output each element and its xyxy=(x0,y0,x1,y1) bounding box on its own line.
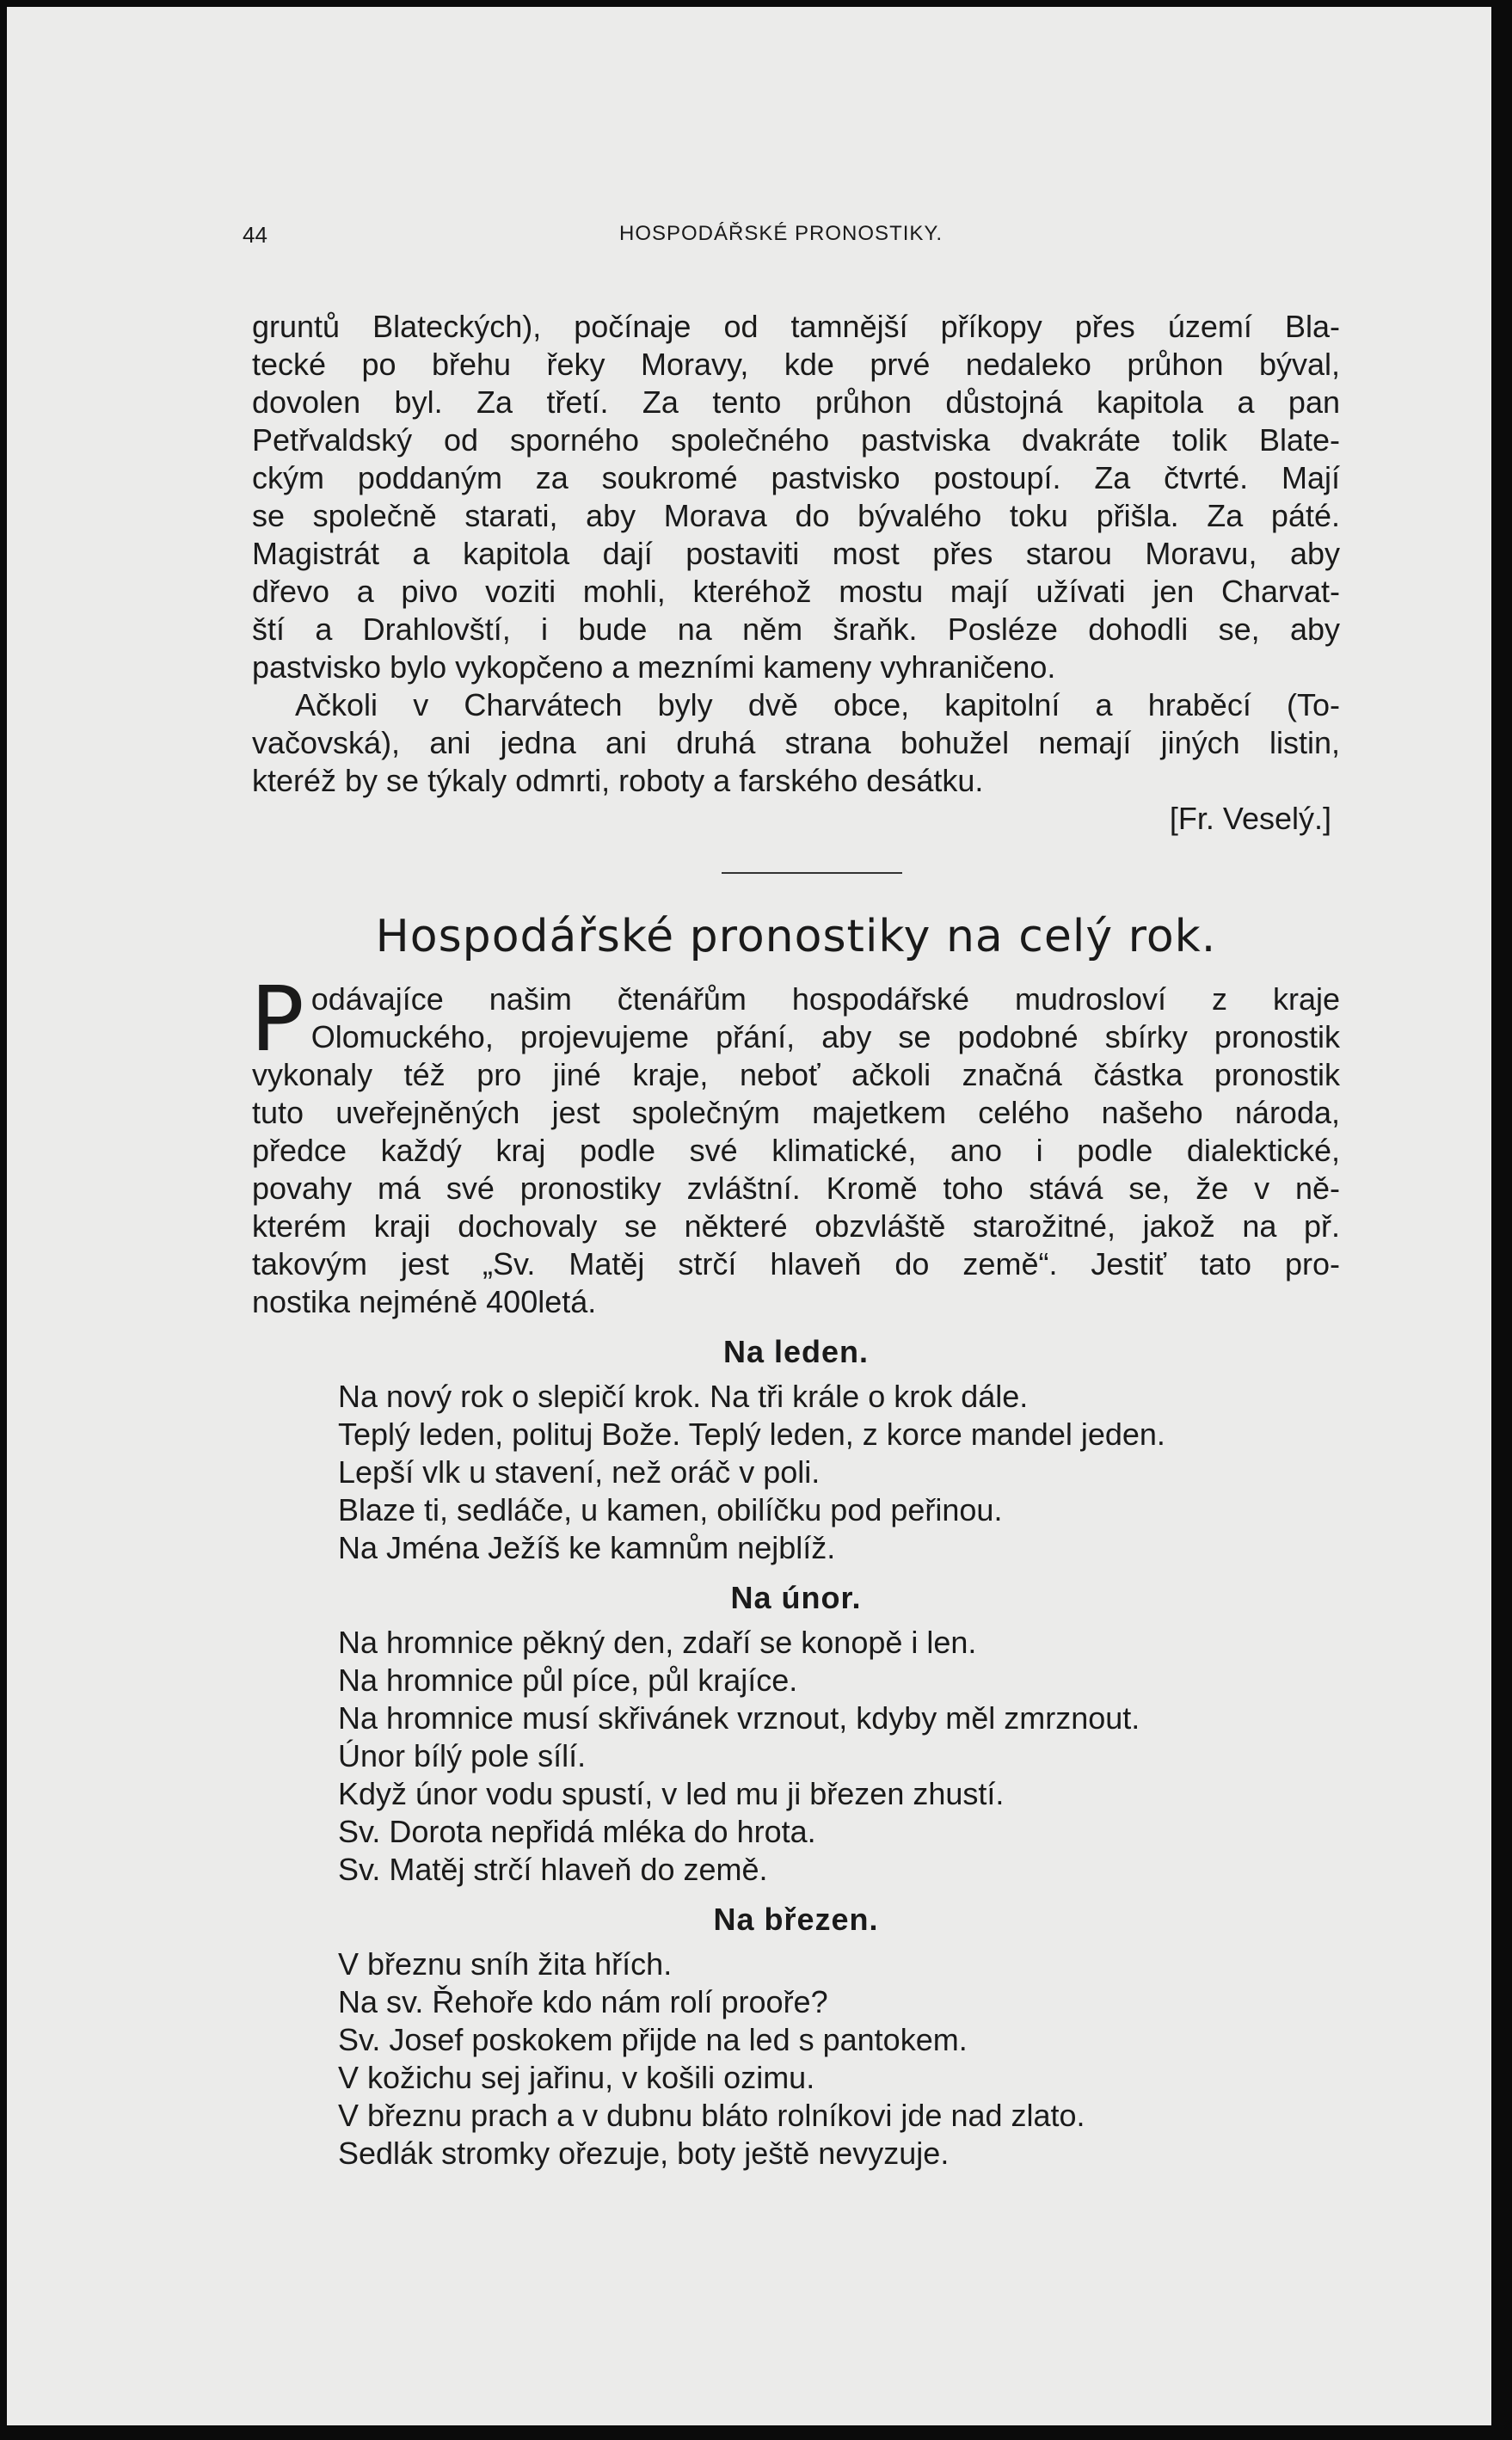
text-line: odávajíce našim čtenářům hospodářské mudrosloví z kraje xyxy=(310,981,1340,1017)
text-line: kterém kraji dochovaly se některé obzvláště starožitné, jakož na př. xyxy=(252,1208,1340,1244)
month-heading: Na leden. xyxy=(722,1334,870,1369)
text-line: Ačkoli v Charvátech byly dvě obce, kapitolní a hraběcí (To- xyxy=(295,687,1340,722)
book-page xyxy=(7,7,1491,2425)
text-line: takovým jest „Sv. Matěj strčí hlaveň do země“. Jestiť tato pro- xyxy=(252,1246,1340,1281)
month-february xyxy=(252,1579,1340,1889)
saying-line: Na hromnice půl píce, půl krajíce. xyxy=(338,1663,798,1698)
section-divider xyxy=(722,872,902,874)
month-heading: Na březen. xyxy=(713,1902,879,1937)
page-header xyxy=(7,222,1491,256)
second-paragraph xyxy=(252,686,1340,838)
text-line: kteréž by se týkaly odmrti, roboty a farského desátku. xyxy=(252,763,984,798)
saying-line: Na hromnice musí skřivánek vrznout, kdyby měl zmrznout. xyxy=(338,1700,1140,1736)
sayings-list xyxy=(252,1624,1340,1889)
text-line: dovolen byl. Za třetí. Za tento průhon důstojná kapitola a pan xyxy=(252,384,1340,420)
text-line: pastvisko bylo vykopčeno a mezními kameny vyhraničeno. xyxy=(252,649,1056,685)
drop-cap: P xyxy=(250,967,304,1072)
text-line: tuto uveřejněných jest společným majetkem celého našeho národa, xyxy=(252,1095,1340,1130)
text-line: vykonaly též pro jiné kraje, neboť ačkoli značná částka pronostik xyxy=(252,1057,1340,1092)
saying-line: Na hromnice pěkný den, zdaří se konopě i len. xyxy=(338,1625,977,1660)
running-title: HOSPODÁŘSKÉ PRONOSTIKY. xyxy=(619,222,943,245)
sayings-list xyxy=(252,1945,1340,2173)
saying-line: Sv. Josef poskokem přijde na led s pantokem. xyxy=(338,2022,968,2057)
saying-line: V březnu sníh žita hřích. xyxy=(338,1946,673,1982)
text-line: vačovská), ani jedna ani druhá strana bohužel nemají jiných listin, xyxy=(252,725,1340,760)
month-heading: Na únor. xyxy=(730,1580,862,1615)
saying-line: Teplý leden, polituj Bože. Teplý leden, z korce mandel jeden. xyxy=(338,1417,1165,1452)
section-intro-paragraph xyxy=(250,967,1340,1321)
saying-line: Na sv. Řehoře kdo nám rolí prooře? xyxy=(338,1984,828,2019)
text-line: povahy má své pronostiky zvláštní. Kromě toho stává se, že v ně- xyxy=(252,1171,1340,1206)
sayings-list xyxy=(252,1378,1340,1567)
saying-line: Když únor vodu spustí, v led mu ji březen zhustí. xyxy=(338,1776,1005,1811)
month-january xyxy=(252,1333,1340,1567)
text-line: se společně starati, aby Morava do bývalého toku přišla. Za páté. xyxy=(252,498,1340,533)
page-number: 44 xyxy=(243,222,267,248)
saying-line: Blaze ti, sedláče, u kamen, obilíčku pod peřinou. xyxy=(338,1492,1003,1527)
text-line: ští a Drahlovští, i bude na něm šraňk. Posléze dohodli se, aby xyxy=(252,612,1340,647)
text-line: dřevo a pivo voziti mohli, kteréhož mostu mají užívati jen Charvat- xyxy=(252,574,1340,609)
author-signature: [Fr. Veselý.] xyxy=(1169,801,1331,836)
month-march xyxy=(252,1901,1340,2173)
saying-line: Sv. Matěj strčí hlaveň do země. xyxy=(338,1852,768,1887)
saying-line: Na nový rok o slepičí krok. Na tři krále o krok dále. xyxy=(338,1379,1029,1414)
page-body xyxy=(252,308,1340,2173)
section-title: Hospodářské pronostiky na celý rok. xyxy=(375,911,1217,962)
saying-line: V březnu prach a v dubnu bláto rolníkovi jde nad zlato. xyxy=(338,2098,1085,2133)
saying-line: Na Jména Ježíš ke kamnům nejblíž. xyxy=(338,1530,836,1565)
saying-line: Únor bílý pole sílí. xyxy=(338,1738,587,1773)
saying-line: Sedlák stromky ořezuje, boty ještě nevyzuje. xyxy=(338,2136,950,2171)
text-line: Magistrát a kapitola dají postaviti most přes starou Moravu, aby xyxy=(252,536,1340,571)
intro-paragraph xyxy=(252,308,1340,686)
text-line: Olomuckého, projevujeme přání, aby se podobné sbírky pronostik xyxy=(310,1019,1340,1054)
text-line: Petřvaldský od sporného společného pastviska dvakráte tolik Blate- xyxy=(252,422,1340,458)
text-line: nostika nejméně 400letá. xyxy=(252,1284,597,1319)
saying-line: Sv. Dorota nepřidá mléka do hrota. xyxy=(338,1814,816,1849)
saying-line: Lepší vlk u stavení, než oráč v poli. xyxy=(338,1454,821,1490)
text-line: ckým poddaným za soukromé pastvisko postoupí. Za čtvrté. Mají xyxy=(252,460,1340,495)
text-line: předce každý kraj podle své klimatické, ano i podle dialektické, xyxy=(252,1133,1340,1168)
text-line: tecké po břehu řeky Moravy, kde prvé nedaleko průhon býval, xyxy=(252,347,1340,382)
text-line: gruntů Blateckých), počínaje od tamnější příkopy přes území Bla- xyxy=(252,309,1340,344)
saying-line: V kožichu sej jařinu, v košili ozimu. xyxy=(338,2060,815,2095)
